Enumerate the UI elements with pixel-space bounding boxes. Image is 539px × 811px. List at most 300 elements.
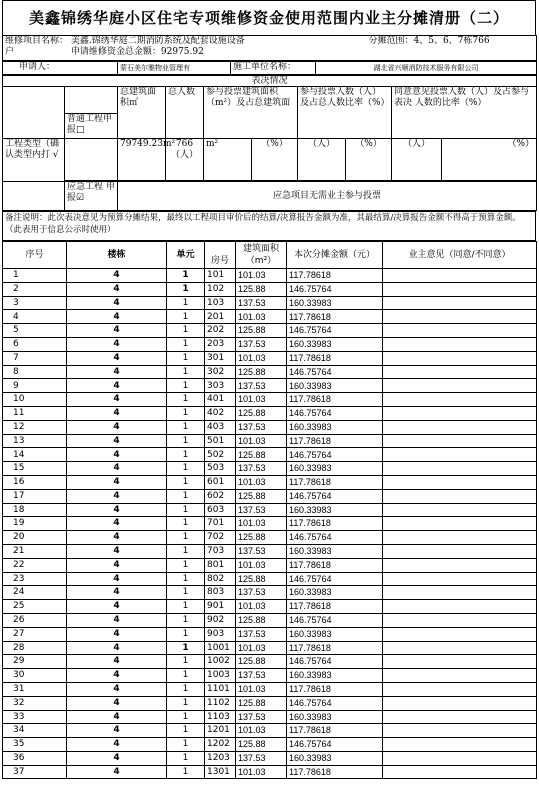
unit-cell: 1 [167,420,205,434]
seq-cell: 20 [3,531,67,545]
amount-cell: 117.78618 [287,765,383,779]
seq-cell: 17 [3,489,67,503]
opinion-cell[interactable] [383,669,537,683]
opinion-cell[interactable] [383,544,537,558]
room-cell: 803 [205,586,236,600]
applicant-label: 申请人： [3,62,118,75]
amount-cell: 160.33983 [287,296,383,310]
header-info-table [2,35,537,61]
room-cell: 602 [205,489,236,503]
room-cell: 901 [205,600,236,614]
area-cell: 101.03 [236,517,287,531]
room-cell: 801 [205,558,236,572]
vote-unit-people-1: （人） [298,139,346,181]
seq-cell: 34 [3,724,67,738]
unit-cell: 1 [167,558,205,572]
area-cell: 125.88 [236,282,287,296]
table-row [3,600,537,614]
room-cell: 203 [205,337,236,351]
room-cell: 301 [205,351,236,365]
room-cell: 401 [205,393,236,407]
table-row [3,310,537,324]
vote-col-participate-area: 参与投票建筑面积 （m²）及占总建筑面 [204,87,298,139]
area-cell: 137.53 [236,544,287,558]
seq-cell: 25 [3,600,67,614]
opinion-cell[interactable] [383,627,537,641]
building-cell: 4 [67,641,167,655]
room-cell: 403 [205,420,236,434]
seq-cell: 1 [3,269,67,283]
room-cell: 503 [205,462,236,476]
unit-cell: 1 [167,696,205,710]
unit-cell: 1 [167,489,205,503]
unit-cell: 1 [167,365,205,379]
seq-cell: 6 [3,337,67,351]
opinion-cell[interactable] [383,269,537,283]
project-suffix: 户 [5,47,15,57]
note-text: 备注说明：此次表决意见为预算分摊结果，最终以工程项目审价后的结算/决算报告金额为准，其最结算/决算报告金额不得高于预算金额。（此表用于信息公示时使用） [3,212,536,241]
amount-cell: 117.78618 [287,310,383,324]
building-cell: 4 [67,544,167,558]
amount-cell: 160.33983 [287,627,383,641]
area-cell: 125.88 [236,531,287,545]
room-cell: 1001 [205,641,236,655]
table-row [3,365,537,379]
opinion-cell[interactable] [383,765,537,779]
room-cell: 1202 [205,738,236,752]
table-row [3,337,537,351]
building-cell: 4 [67,351,167,365]
seq-cell: 19 [3,517,67,531]
table-row [3,351,537,365]
project-name: 美鑫.锦绣华庭二期消防系统及配套设施设备 [70,36,245,46]
emergency-note: 应急项目无需业主参与投票 [118,182,537,211]
unit-cell: 1 [167,655,205,669]
unit-cell: 1 [167,641,205,655]
building-cell: 4 [67,682,167,696]
unit-cell: 1 [167,337,205,351]
table-row [3,738,537,752]
seq-cell: 15 [3,462,67,476]
amount-cell: 160.33983 [287,337,383,351]
building-cell: 4 [67,613,167,627]
vote-table [2,75,537,211]
vote-col-participate-people: 参与投票人数（人）及占总人数比率（%） [298,87,392,139]
unit-cell: 1 [167,448,205,462]
building-cell: 4 [67,406,167,420]
seq-cell: 21 [3,544,67,558]
amount-cell: 146.75764 [287,738,383,752]
building-cell: 4 [67,365,167,379]
area-cell: 101.03 [236,682,287,696]
header-opinion: 业主意见（同意/不同意） [383,242,537,269]
page-title: 美鑫锦绣华庭小区住宅专项维修资金使用范围内业主分摊清册（二） [2,0,536,35]
area-cell: 137.53 [236,296,287,310]
area-cell: 101.03 [236,434,287,448]
area-cell: 101.03 [236,475,287,489]
area-cell: 101.03 [236,600,287,614]
opinion-cell[interactable] [383,710,537,724]
table-row [3,724,537,738]
applicant-value: 蒙石美尔雅物业管理有 [118,62,231,75]
building-cell: 4 [67,696,167,710]
area-cell: 101.03 [236,269,287,283]
table-row [3,282,537,296]
unit-cell: 1 [167,379,205,393]
header-unit: 单元 [167,242,205,269]
opinion-cell[interactable] [383,586,537,600]
table-row [3,517,537,531]
amount-cell: 117.78618 [287,269,383,283]
amount-cell: 146.75764 [287,655,383,669]
room-cell: 1101 [205,682,236,696]
opinion-cell[interactable] [383,503,537,517]
project-label: 维修项目名称： [5,36,69,46]
area-cell: 101.03 [236,310,287,324]
building-cell: 4 [67,420,167,434]
unit-cell: 1 [167,475,205,489]
seq-cell: 3 [3,296,67,310]
unit-cell: 1 [167,310,205,324]
vote-unit-pct-2: （%） [346,139,392,181]
header-area: 建筑面积（m²） [236,242,287,269]
unit-cell: 1 [167,613,205,627]
opinion-cell[interactable] [383,448,537,462]
area-cell: 137.53 [236,627,287,641]
owner-table [2,241,537,779]
unit-cell: 1 [167,406,205,420]
seq-cell: 35 [3,738,67,752]
room-cell: 802 [205,572,236,586]
area-cell: 125.88 [236,489,287,503]
seq-cell: 14 [3,448,67,462]
room-cell: 1003 [205,669,236,683]
seq-cell: 16 [3,475,67,489]
building-cell: 4 [67,269,167,283]
unit-cell: 1 [167,627,205,641]
seq-cell: 37 [3,765,67,779]
building-cell: 4 [67,531,167,545]
opinion-cell[interactable] [383,558,537,572]
amount-cell: 146.75764 [287,489,383,503]
area-cell: 101.03 [236,558,287,572]
unit-cell: 1 [167,503,205,517]
seq-cell: 31 [3,682,67,696]
unit-cell: 1 [167,296,205,310]
seq-cell: 29 [3,655,67,669]
area-cell: 137.53 [236,462,287,476]
building-cell: 4 [67,655,167,669]
amount-cell: 160.33983 [287,544,383,558]
opinion-cell[interactable] [383,310,537,324]
unit-cell: 1 [167,517,205,531]
unit-cell: 1 [167,738,205,752]
area-cell: 137.53 [236,379,287,393]
building-cell: 4 [67,724,167,738]
opinion-cell[interactable] [383,296,537,310]
area-cell: 125.88 [236,613,287,627]
table-row [3,710,537,724]
room-cell: 501 [205,434,236,448]
emergency-project-option[interactable]: 应急工程 申 报☑ [65,182,118,211]
area-cell: 137.53 [236,710,287,724]
room-cell: 502 [205,448,236,462]
unit-cell: 1 [167,669,205,683]
vote-unit-m2: m² [204,139,252,181]
opinion-cell[interactable] [383,420,537,434]
area-cell: 125.88 [236,406,287,420]
vote-col-area: 总建筑面 积㎡ [118,87,166,139]
building-cell: 4 [67,393,167,407]
amount-cell: 146.75764 [287,448,383,462]
area-cell: 125.88 [236,448,287,462]
amount-cell: 117.78618 [287,393,383,407]
building-cell: 4 [67,572,167,586]
vote-col-agree: 同意意见投票人数（人）及占参与表决 人数的比率（%） [392,87,537,139]
seq-cell: 12 [3,420,67,434]
area-cell: 101.03 [236,641,287,655]
seq-cell: 13 [3,434,67,448]
building-cell: 4 [67,627,167,641]
area-cell: 137.53 [236,586,287,600]
project-cell [3,36,367,61]
opinion-cell[interactable] [383,724,537,738]
seq-cell: 28 [3,641,67,655]
opinion-cell[interactable] [383,475,537,489]
amount-cell: 117.78618 [287,558,383,572]
table-row [3,765,537,779]
opinion-cell[interactable] [383,393,537,407]
opinion-cell[interactable] [383,696,537,710]
opinion-cell[interactable] [383,282,537,296]
amount-cell: 146.75764 [287,531,383,545]
amount-cell: 146.75764 [287,324,383,338]
unit-cell: 1 [167,751,205,765]
building-cell: 4 [67,337,167,351]
room-cell: 1201 [205,724,236,738]
seq-cell: 22 [3,558,67,572]
room-cell: 303 [205,379,236,393]
amount-cell: 146.75764 [287,572,383,586]
amount-cell: 117.78618 [287,682,383,696]
area-cell: 137.53 [236,669,287,683]
table-row [3,696,537,710]
table-row [3,489,537,503]
table-row [3,641,537,655]
building-cell: 4 [67,751,167,765]
opinion-cell[interactable] [383,337,537,351]
area-cell: 125.88 [236,324,287,338]
opinion-cell[interactable] [383,751,537,765]
area-cell: 101.03 [236,393,287,407]
room-cell: 1002 [205,655,236,669]
table-row [3,475,537,489]
unit-cell: 1 [167,586,205,600]
unit-cell: 1 [167,724,205,738]
area-cell: 125.88 [236,365,287,379]
opinion-cell[interactable] [383,738,537,752]
amount-cell: 146.75764 [287,406,383,420]
ledger-page [2,0,536,779]
table-row [3,379,537,393]
room-cell: 202 [205,324,236,338]
project-type-label: 工程类型（确认类型内打 √ [3,139,65,182]
opinion-cell[interactable] [383,406,537,420]
room-cell: 603 [205,503,236,517]
building-cell: 4 [67,379,167,393]
seq-cell: 10 [3,393,67,407]
seq-cell: 24 [3,586,67,600]
room-cell: 903 [205,627,236,641]
room-cell: 1203 [205,751,236,765]
building-cell: 4 [67,282,167,296]
header-room: 房号 [205,255,236,268]
room-cell: 703 [205,544,236,558]
amount-cell: 160.33983 [287,669,383,683]
scope-cell [367,36,537,61]
room-cell: 201 [205,310,236,324]
opinion-cell[interactable] [383,365,537,379]
table-row [3,434,537,448]
amount-cell: 160.33983 [287,379,383,393]
building-cell: 4 [67,738,167,752]
vote-section-title: 表决情况 [3,76,537,87]
building-cell: 4 [67,517,167,531]
opinion-cell[interactable] [383,351,537,365]
amount-cell: 160.33983 [287,503,383,517]
amount-cell: 146.75764 [287,696,383,710]
area-cell: 137.53 [236,503,287,517]
amount-value: 92975.92 [160,47,204,57]
opinion-cell[interactable] [383,434,537,448]
building-cell: 4 [67,669,167,683]
room-cell: 103 [205,296,236,310]
table-row [3,269,537,283]
area-cell: 101.03 [236,765,287,779]
area-cell: 101.03 [236,351,287,365]
room-cell: 102 [205,282,236,296]
seq-cell: 4 [3,310,67,324]
amount-cell: 117.78618 [287,724,383,738]
amount-cell: 117.78618 [287,351,383,365]
vote-unit-people-2: （人） [392,139,442,181]
seq-cell: 9 [3,379,67,393]
table-row [3,503,537,517]
seq-cell: 32 [3,696,67,710]
opinion-cell[interactable] [383,572,537,586]
amount-cell: 117.78618 [287,641,383,655]
opinion-cell[interactable] [383,379,537,393]
table-row [3,544,537,558]
table-row [3,558,537,572]
amount-cell: 146.75764 [287,365,383,379]
opinion-cell[interactable] [383,600,537,614]
seq-cell: 23 [3,572,67,586]
table-row [3,448,537,462]
unit-cell: 1 [167,544,205,558]
room-cell: 1301 [205,765,236,779]
building-cell: 4 [67,765,167,779]
room-cell: 902 [205,613,236,627]
table-row [3,531,537,545]
owner-table-body [3,269,537,779]
opinion-cell[interactable] [383,517,537,531]
building-cell: 4 [67,503,167,517]
amount-cell: 146.75764 [287,613,383,627]
opinion-cell[interactable] [383,613,537,627]
table-row [3,627,537,641]
amount-cell: 146.75764 [287,282,383,296]
contractor-value: 湖北省兴顺消防技术服务有限公司 [316,62,537,75]
room-cell: 601 [205,475,236,489]
seq-cell: 7 [3,351,67,365]
header-amount: 本次分摊金额（元） [287,242,383,269]
amount-cell: 117.78618 [287,475,383,489]
unit-cell: 1 [167,351,205,365]
table-row [3,393,537,407]
room-cell: 702 [205,531,236,545]
opinion-cell[interactable] [383,462,537,476]
applicant-table [2,61,537,75]
table-row [3,669,537,683]
opinion-cell[interactable] [383,655,537,669]
unit-cell: 1 [167,462,205,476]
vote-col-households: 总人数 [166,87,204,139]
opinion-cell[interactable] [383,324,537,338]
header-building: 楼栋 [67,242,167,269]
table-row [3,296,537,310]
seq-cell: 11 [3,406,67,420]
table-row [3,613,537,627]
area-cell: 125.88 [236,655,287,669]
unit-cell: 1 [167,393,205,407]
opinion-cell[interactable] [383,641,537,655]
amount-cell: 160.33983 [287,586,383,600]
amount-cell: 160.33983 [287,710,383,724]
amount-cell: 160.33983 [287,751,383,765]
unit-cell: 1 [167,434,205,448]
table-row [3,655,537,669]
amount-cell: 160.33983 [287,420,383,434]
opinion-cell[interactable] [383,489,537,503]
building-cell: 4 [67,586,167,600]
table-row [3,420,537,434]
table-row [3,586,537,600]
seq-cell: 30 [3,669,67,683]
area-cell: 137.53 [236,337,287,351]
note-table [2,211,536,241]
unit-cell: 1 [167,269,205,283]
seq-cell: 36 [3,751,67,765]
building-cell: 4 [67,600,167,614]
table-row [3,406,537,420]
unit-cell: 1 [167,572,205,586]
building-cell: 4 [67,558,167,572]
building-cell: 4 [67,489,167,503]
seq-cell: 2 [3,282,67,296]
amount-label: 申请维修资金总金额： [70,47,161,57]
opinion-cell[interactable] [383,682,537,696]
normal-project-option[interactable]: 普通工程申 报□ [65,114,118,139]
table-row [3,682,537,696]
area-cell: 125.88 [236,696,287,710]
vote-unit-pct-3: （%） [442,139,537,181]
building-cell: 4 [67,310,167,324]
scope-label: 分摊范围：4、5、6、7栋766 [368,36,490,46]
room-cell: 302 [205,365,236,379]
unit-cell: 1 [167,682,205,696]
opinion-cell[interactable] [383,531,537,545]
